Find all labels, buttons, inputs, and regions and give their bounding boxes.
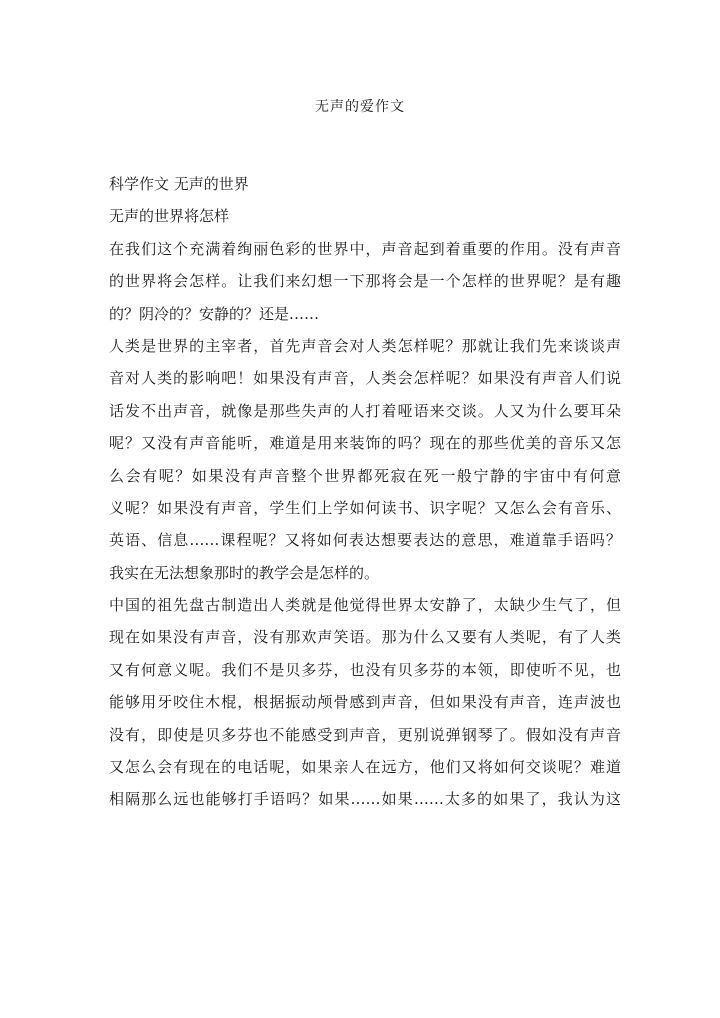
section-subheading: 无声的世界将怎样 bbox=[109, 207, 230, 226]
text-line: 的世界将会怎样。让我们来幻想一下那将会是一个怎样的世界呢？是有趣 bbox=[109, 272, 621, 291]
text-line: 呢？又没有声音能听，难道是用来装饰的吗？现在的那些优美的音乐又怎 bbox=[109, 434, 621, 453]
text-line: 人类是世界的主宰者，首先声音会对人类怎样呢？那就让我们先来谈谈声 bbox=[109, 336, 621, 355]
text-line: 的？阴冷的？安静的？还是…… bbox=[109, 304, 320, 323]
text-line: 音对人类的影响吧！如果没有声音，人类会怎样呢？如果没有声音人们说 bbox=[109, 369, 621, 388]
text-line: 没有，即使是贝多芬也不能感受到声音，更别说弹钢琴了。假如没有声音 bbox=[109, 725, 621, 744]
text-line: 话发不出声音，就像是那些失声的人打着哑语来交谈。人又为什么要耳朵 bbox=[109, 401, 621, 420]
text-line: 在我们这个充满着绚丽色彩的世界中，声音起到着重要的作用。没有声音 bbox=[109, 239, 621, 258]
paragraph-3 bbox=[109, 589, 621, 816]
text-line: 现在如果没有声音，没有那欢声笑语。那为什么又要有人类呢，有了人类 bbox=[109, 628, 621, 647]
paragraph-1 bbox=[109, 233, 621, 330]
text-line: 英语、信息……课程呢？又将如何表达想要表达的意思，难道靠手语吗？ bbox=[109, 531, 621, 550]
text-line: 么会有呢？如果没有声音整个世界都死寂在死一般宁静的宇宙中有何意 bbox=[109, 466, 621, 485]
paragraph-2 bbox=[109, 330, 621, 589]
text-line: 又怎么会有现在的电话呢，如果亲人在远方，他们又将如何交谈呢？难道 bbox=[109, 758, 621, 777]
text-line: 能够用牙咬住木棍，根据振动颅骨感到声音，但如果没有声音，连声波也 bbox=[109, 693, 621, 712]
document-body bbox=[109, 168, 621, 816]
text-line: 相隔那么远也能够打手语吗？如果……如果……太多的如果了，我认为这 bbox=[109, 790, 621, 809]
document-title: 无声的爱作文 bbox=[315, 99, 405, 115]
text-line: 中国的祖先盘古制造出人类就是他觉得世界太安静了，太缺少生气了，但 bbox=[109, 596, 621, 615]
section-heading: 科学作文 无声的世界 bbox=[109, 175, 249, 193]
text-line: 我实在无法想象那时的教学会是怎样的。 bbox=[109, 563, 380, 582]
text-line: 又有何意义呢。我们不是贝多芬，也没有贝多芬的本领，即使听不见，也 bbox=[109, 660, 621, 679]
text-line: 义呢？如果没有声音，学生们上学如何读书、识字呢？又怎么会有音乐、 bbox=[109, 498, 621, 517]
